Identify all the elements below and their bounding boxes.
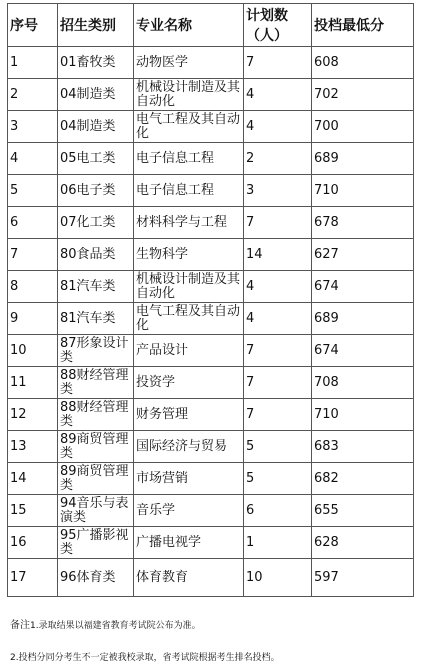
header-plan-count: 计划数（人） [244,4,312,47]
cell-category: 88财经管理类 [58,367,134,399]
cell-index: 3 [8,111,58,143]
cell-plan-count: 4 [244,79,312,111]
table-row [8,527,414,559]
cell-index: 17 [8,559,58,597]
cell-major: 生物科学 [134,239,244,271]
cell-index: 6 [8,207,58,239]
cell-category: 04制造类 [58,111,134,143]
cell-plan-count: 7 [244,367,312,399]
cell-major: 产品设计 [134,335,244,367]
cell-category: 80食品类 [58,239,134,271]
header-category: 招生类别 [58,4,134,47]
table-row [8,47,414,79]
table-row [8,271,414,303]
table-row [8,239,414,271]
cell-category: 81汽车类 [58,303,134,335]
cell-min-score: 597 [312,559,414,597]
cell-category: 94音乐与表演类 [58,495,134,527]
cell-index: 4 [8,143,58,175]
cell-min-score: 627 [312,239,414,271]
cell-index: 5 [8,175,58,207]
cell-category: 88财经管理类 [58,399,134,431]
cell-category: 89商贸管理类 [58,431,134,463]
table-row [8,175,414,207]
cell-category: 87形象设计类 [58,335,134,367]
cell-plan-count: 5 [244,431,312,463]
cell-min-score: 708 [312,367,414,399]
cell-major: 电子信息工程 [134,175,244,207]
cell-plan-count: 7 [244,399,312,431]
notes-prefix: 备注 [10,620,30,631]
cell-major: 机械设计制造及其自动化 [134,79,244,111]
cell-plan-count: 6 [244,495,312,527]
table-row [8,207,414,239]
note-line-2: 2.投档分同分考生不一定被我校录取，省考试院根据考生排名投档。 [10,653,280,663]
cell-plan-count: 3 [244,175,312,207]
table-row [8,399,414,431]
cell-category: 05电工类 [58,143,134,175]
cell-min-score: 710 [312,399,414,431]
table-row [8,143,414,175]
header-major: 专业名称 [134,4,244,47]
cell-index: 2 [8,79,58,111]
cell-major: 体育教育 [134,559,244,597]
cell-category: 81汽车类 [58,271,134,303]
table-row [8,431,414,463]
cell-index: 11 [8,367,58,399]
cell-plan-count: 4 [244,303,312,335]
cell-index: 9 [8,303,58,335]
cell-min-score: 678 [312,207,414,239]
header-index: 序号 [8,4,58,47]
cell-major: 音乐学 [134,495,244,527]
table-row [8,335,414,367]
cell-min-score: 683 [312,431,414,463]
cell-plan-count: 4 [244,271,312,303]
cell-min-score: 628 [312,527,414,559]
table-row [8,559,414,597]
cell-min-score: 674 [312,335,414,367]
cell-major: 广播电视学 [134,527,244,559]
table-header-row [8,4,414,47]
cell-min-score: 710 [312,175,414,207]
cell-category: 06电子类 [58,175,134,207]
notes-block [10,620,420,632]
cell-min-score: 700 [312,111,414,143]
cell-major: 电气工程及其自动化 [134,303,244,335]
cell-plan-count: 7 [244,47,312,79]
cell-plan-count: 5 [244,463,312,495]
cell-min-score: 608 [312,47,414,79]
cell-min-score: 674 [312,271,414,303]
cell-plan-count: 7 [244,207,312,239]
note-line-1: 1.录取结果以福建省教育考试院公布为准。 [30,621,201,631]
cell-major: 动物医学 [134,47,244,79]
table-row [8,79,414,111]
cell-index: 16 [8,527,58,559]
cell-min-score: 682 [312,463,414,495]
cell-plan-count: 2 [244,143,312,175]
table-row [8,463,414,495]
cell-min-score: 655 [312,495,414,527]
cell-plan-count: 14 [244,239,312,271]
cell-major: 机械设计制造及其自动化 [134,271,244,303]
cell-index: 8 [8,271,58,303]
cell-major: 电子信息工程 [134,143,244,175]
cell-plan-count: 10 [244,559,312,597]
table-body [8,47,414,597]
table-row [8,367,414,399]
cell-category: 01畜牧类 [58,47,134,79]
cell-category: 95广播影视类 [58,527,134,559]
cell-major: 市场营销 [134,463,244,495]
cell-min-score: 689 [312,143,414,175]
cell-index: 14 [8,463,58,495]
table-row [8,495,414,527]
cell-index: 1 [8,47,58,79]
cell-index: 15 [8,495,58,527]
cell-index: 10 [8,335,58,367]
cell-major: 国际经济与贸易 [134,431,244,463]
header-min-score: 投档最低分 [312,4,414,47]
admission-score-table [7,3,414,597]
cell-plan-count: 1 [244,527,312,559]
cell-category: 89商贸管理类 [58,463,134,495]
cell-category: 07化工类 [58,207,134,239]
cell-category: 04制造类 [58,79,134,111]
cell-major: 投资学 [134,367,244,399]
cell-index: 7 [8,239,58,271]
cell-category: 96体育类 [58,559,134,597]
cell-plan-count: 4 [244,111,312,143]
cell-major: 财务管理 [134,399,244,431]
cell-index: 13 [8,431,58,463]
cell-index: 12 [8,399,58,431]
cell-major: 材料科学与工程 [134,207,244,239]
cell-major: 电气工程及其自动化 [134,111,244,143]
cell-min-score: 702 [312,79,414,111]
cell-min-score: 689 [312,303,414,335]
table-row [8,303,414,335]
table-row [8,111,414,143]
cell-plan-count: 7 [244,335,312,367]
